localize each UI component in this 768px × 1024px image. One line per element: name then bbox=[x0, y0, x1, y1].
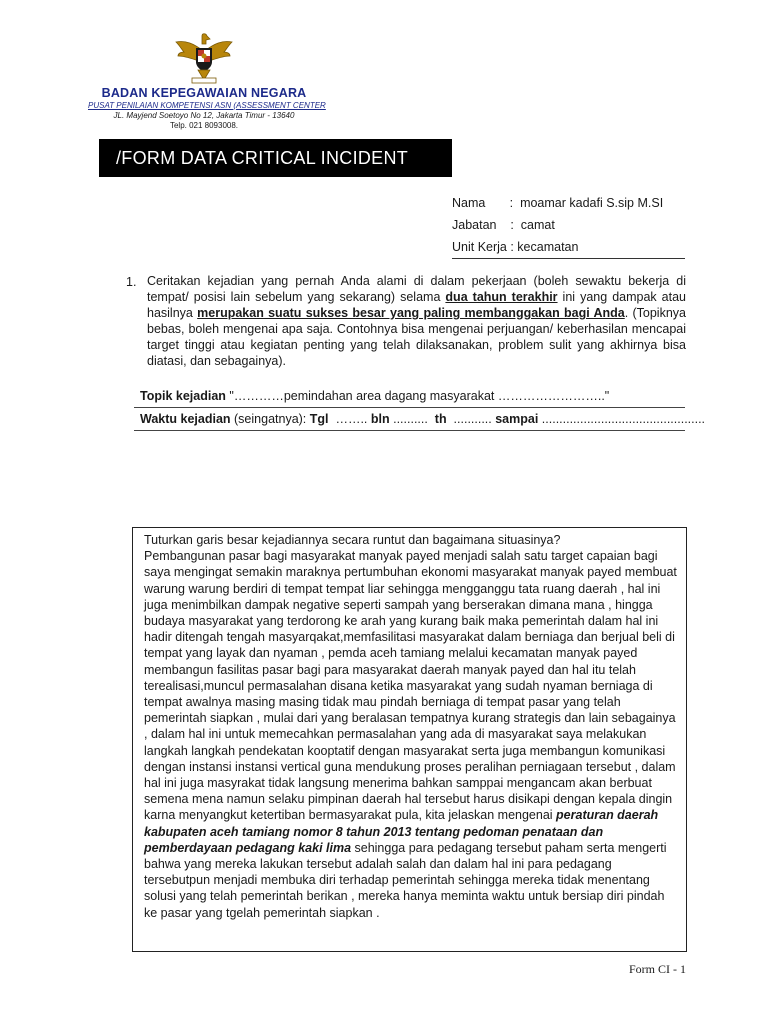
story-regulation: peraturan daerah kabupaten aceh tamiang nomor 8 tahun 2013 tentang pedoman penataan dan pemberdayaan pedagang kaki lima bbox=[144, 808, 659, 855]
form-title: /FORM DATA CRITICAL INCIDENT bbox=[99, 139, 452, 177]
story-body-part1: Pembangunan pasar bagi masyarakat manyak payed menjadi salah satu target capaian bagi saya mengingat semakin maraknya pertumbuhan ekonomi masyarakat manyak payed membuat warung warung berdiri di tempat tempat liar sehingga mengganggu tata ruang daerah , hal ini juga menimbilkan dampak negative seperti sampah yang berserakan dimana mana , hingga budaya masyarakat yang terdorong ke arah yang kurang baik maka pemerintah dalam hal ini hadir ditengah tengah masyarqakat,memfasilitasi masyarakat dalam berniaga dan berjual beli di tempat yang layak dan nyaman , pemda aceh tamiang melalui kecamatan manyak payed membangun fasilitas pasar bagi para masyarakat daerah manyak payed dan hal itu telah terealisasi,muncul permasalahan disana ketika masyarakat yang sudah nyaman berniaga di tempat awalnya masing masing tidak mau pindah berniaga di tempat pasar yang telah pemerintah siapkan , mulai dari yang beralasan tempatnya kurang strategis dan lain sebagainya , dalam hal ini untuk memecahkan permasalahan yang ada di masyarakat saya melakukan langkah langkah pendekatan kooptatif dengan masyarakat serta juga membangun komunikasi dengan instansi instansi vertical guna mendukung proses peralihan perniagaan tersebut , dalam hal ini juga masyrakat tidak langsung menerima bahkan samppai mengancam akan berbuat semena mena namun selaku pimpinan daerah hal tersebut harus disikapi dengan kepala dingin karna menyangkut ketertiban bermasyarakat pula, kita jelaskan mengenai bbox=[144, 549, 677, 823]
story-body-part2: sehingga para pedagang tersebut paham serta mengerti bahwa yang mereka lakukan tersebut adalah salah dan dalam hal ini para pedagang tersebutpun menjadi membuka diri terhadap pemerintah sehingga mereka tidak menentang solusi yang telah pemerintah berikan , mereka hanya meminta waktu untuk bersiap diri pindah ke pasar yang tgelah pemerintah siapkan . bbox=[144, 840, 667, 920]
question-emphasis-period: dua tahun terakhir bbox=[445, 290, 558, 304]
org-name: BADAN KEPEGAWAIAN NEGARA bbox=[101, 86, 307, 100]
org-address: JL. Mayjend Soetoyo No 12, Jakarta Timur - 13640 bbox=[113, 111, 295, 120]
org-subtitle: PUSAT PENILAIAN KOMPETENSI ASN (ASSESSMENT CENTER bbox=[88, 101, 326, 110]
topik-value: "…………pemindahan area dagang masyarakat …………………….." bbox=[225, 389, 610, 403]
story-prompt: Tuturkan garis besar kejadiannya secara runtut dan bagaimana situasinya? bbox=[144, 533, 561, 547]
question-part3: . (Topiknya bebas, boleh mengenai apa saja. Contohnya bisa mengenai perjuangan/ keberhasilan mencapai target tinggi atau kegiatan penting yang telah dilaksanakan, problem sulit yang akhirnya bisa diatasi, dan sebagainya). bbox=[147, 306, 686, 368]
question-part2: ini yang dampak atau hasilnya bbox=[147, 290, 686, 320]
waktu-tgl-label: Tgl bbox=[309, 412, 329, 426]
question-part1: Ceritakan kejadian yang pernah Anda alami di dalam pekerjaan (boleh sewaktu bekerja di tempat/ posisi lain sebelum yang sekarang) selama bbox=[147, 274, 686, 304]
garuda-emblem-icon bbox=[172, 30, 236, 86]
topik-divider bbox=[134, 407, 685, 408]
topik-row bbox=[140, 389, 609, 403]
question-emphasis-success: merupakan suatu sukses besar yang paling membanggakan bagi Anda bbox=[197, 306, 625, 320]
waktu-th-value: ........... bbox=[446, 412, 496, 426]
question-number: 1. bbox=[126, 275, 137, 289]
identity-jabatan: Jabatan : camat bbox=[452, 218, 555, 232]
question-text bbox=[147, 273, 686, 369]
waktu-hint: (seingatnya): bbox=[230, 412, 310, 426]
identity-divider bbox=[452, 258, 685, 259]
waktu-sampai-value: ............................................... bbox=[538, 412, 706, 426]
waktu-sampai-label: sampai bbox=[495, 412, 539, 426]
waktu-bln-label: bln bbox=[370, 412, 390, 426]
waktu-tgl-value: …….. bbox=[328, 412, 371, 426]
waktu-th-label: th bbox=[434, 412, 447, 426]
story-body bbox=[144, 548, 680, 921]
waktu-divider bbox=[134, 430, 685, 431]
topik-label: Topik kejadian bbox=[140, 389, 226, 403]
org-telephone: Telp. 021 8093008. bbox=[169, 121, 239, 130]
waktu-row bbox=[140, 412, 705, 426]
waktu-bln-value: .......... bbox=[389, 412, 435, 426]
story-box bbox=[132, 527, 687, 952]
form-code: Form CI - 1 bbox=[629, 962, 686, 976]
identity-unit-kerja: Unit Kerja : kecamatan bbox=[452, 240, 579, 254]
waktu-label: Waktu kejadian bbox=[140, 412, 231, 426]
identity-nama: Nama : moamar kadafi S.sip M.SI bbox=[452, 196, 664, 210]
